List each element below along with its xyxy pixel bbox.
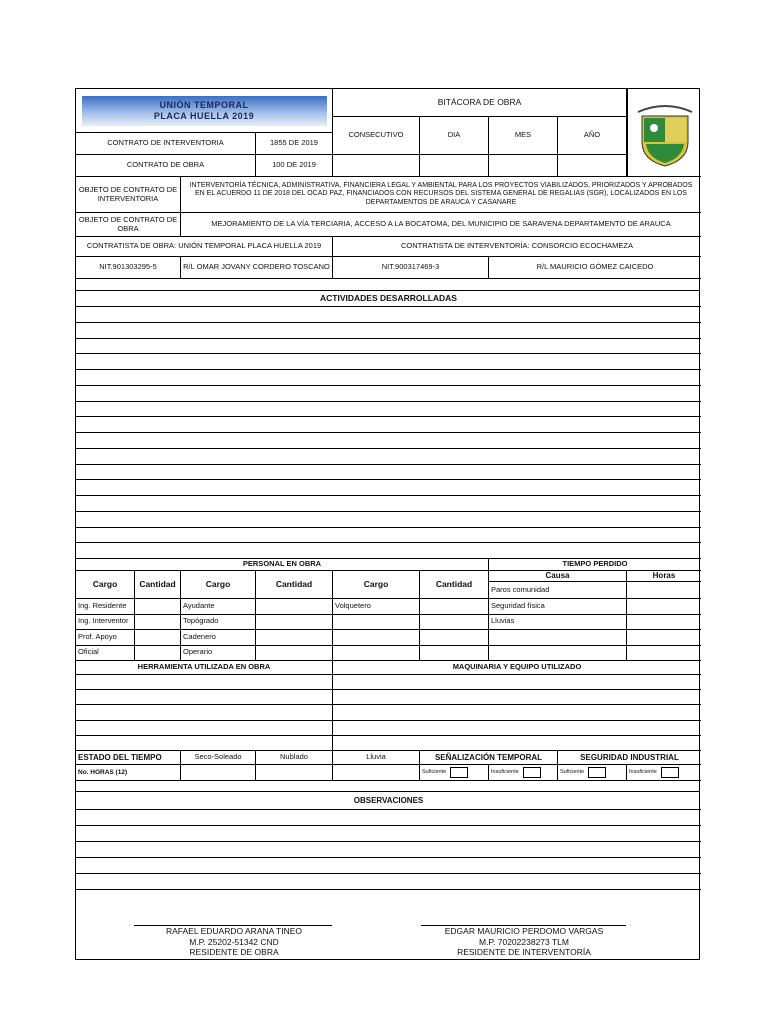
herramienta-row[interactable] — [76, 736, 333, 751]
actividad-row[interactable] — [76, 354, 701, 370]
senal-suficiente — [420, 765, 489, 781]
actividad-row[interactable] — [76, 465, 701, 481]
actividad-row[interactable] — [76, 512, 701, 528]
cargo-header-2: Cargo — [181, 571, 256, 599]
horas-item[interactable] — [627, 646, 701, 662]
blank-row — [76, 279, 699, 291]
personal-cargo-1: Oficial — [76, 646, 135, 662]
personal-cantidad-2[interactable] — [256, 599, 333, 615]
seg-suficiente-checkbox[interactable] — [588, 767, 606, 778]
consecutivo-field[interactable] — [333, 155, 420, 177]
herramienta-title: HERRAMIENTA UTILIZADA EN OBRA — [76, 661, 333, 675]
nublado-label: Nublado — [256, 751, 333, 765]
contrato-obra-value: 100 DE 2019 — [256, 155, 333, 177]
seco-soleado-label: Seco-Soleado — [181, 751, 256, 765]
dia-field[interactable] — [420, 155, 489, 177]
maquinaria-row[interactable] — [333, 690, 701, 705]
senal-insuficiente — [489, 765, 558, 781]
estado-tiempo-label: ESTADO DEL TIEMPO — [76, 751, 181, 765]
logo-line2: PLACA HUELLA 2019 — [153, 110, 255, 121]
mes-header: MES — [489, 117, 558, 155]
personal-cargo-3 — [333, 615, 420, 631]
logo-line1: UNIÓN TEMPORAL — [159, 100, 249, 111]
personal-cantidad-1[interactable] — [135, 630, 181, 646]
personal-cantidad-1[interactable] — [135, 599, 181, 615]
contratista-obra: CONTRATISTA DE OBRA: UNIÓN TEMPORAL PLACA HUELLA 2019 — [76, 237, 333, 257]
mes-field[interactable] — [489, 155, 558, 177]
senal-insuficiente-checkbox[interactable] — [523, 767, 541, 778]
seguridad-label: SEGURIDAD INDUSTRIAL — [558, 751, 701, 765]
actividad-row[interactable] — [76, 433, 701, 449]
observacion-row[interactable] — [76, 842, 701, 858]
personal-cargo-1: Ing. Residente — [76, 599, 135, 615]
personal-cantidad-1[interactable] — [135, 646, 181, 662]
lluvia-label: Lluvia — [333, 751, 420, 765]
municipal-crest — [627, 89, 701, 177]
personal-cantidad-3[interactable] — [420, 646, 489, 662]
senal-insuficiente-label: Insuficiente — [491, 769, 519, 776]
horas-item[interactable] — [627, 599, 701, 615]
left-mp: M.P. 25202-51342 CND — [189, 936, 279, 947]
horas-header: Horas — [627, 571, 701, 582]
bitacora-form — [75, 88, 700, 960]
personal-cargo-3 — [333, 630, 420, 646]
herramienta-row[interactable] — [76, 690, 333, 705]
cargo-header-1: Cargo — [76, 571, 135, 599]
personal-cargo-1: Ing. Interventor — [76, 615, 135, 631]
herramienta-row[interactable] — [76, 721, 333, 736]
seg-insuficiente-label: Insuficiente — [629, 769, 657, 776]
nit-obra: NIT.901303295-5 — [76, 257, 181, 279]
lluvia-horas-field[interactable] — [333, 765, 420, 781]
blank-row — [76, 781, 699, 792]
anio-field[interactable] — [558, 155, 627, 177]
personal-title: PERSONAL EN OBRA — [76, 559, 489, 571]
personal-cantidad-2[interactable] — [256, 615, 333, 631]
contrato-interventoria-label: CONTRATO DE INTERVENTORIA — [76, 133, 256, 155]
personal-cantidad-2[interactable] — [256, 630, 333, 646]
actividad-row[interactable] — [76, 543, 701, 559]
contratista-interventoria: CONTRATISTA DE INTERVENTORÍA: CONSORCIO ECOCHAMEZA — [333, 237, 701, 257]
seco-horas-field[interactable] — [181, 765, 256, 781]
rl-interventoria: R/L MAURICIO GÓMEZ CAICEDO — [489, 257, 701, 279]
cargo-header-3: Cargo — [333, 571, 420, 599]
observacion-row[interactable] — [76, 826, 701, 842]
causa-item: Lluvias — [489, 615, 627, 631]
seg-insuficiente-checkbox[interactable] — [661, 767, 679, 778]
personal-cargo-2: Topógrado — [181, 615, 256, 631]
senal-suficiente-checkbox[interactable] — [450, 767, 468, 778]
right-role: RESIDENTE DE INTERVENTORÍA — [457, 947, 591, 958]
cantidad-header-3: Cantidad — [420, 571, 489, 599]
actividad-row[interactable] — [76, 480, 701, 496]
personal-cantidad-3[interactable] — [420, 630, 489, 646]
observacion-row[interactable] — [76, 874, 701, 890]
maquinaria-row[interactable] — [333, 721, 701, 736]
seg-suficiente — [558, 765, 627, 781]
horas-label: No. HORAS (12) — [76, 765, 181, 781]
herramienta-row[interactable] — [76, 705, 333, 720]
maquinaria-title: MAQUINARIA Y EQUIPO UTILIZADO — [333, 661, 701, 675]
objeto-obra-text: MEJORAMIENTO DE LA VÍA TERCIARIA, ACCESO A LA BOCATOMA, DEL MUNICIPIO DE SARAVENA DEPARTAMENTO DE ARAUCA — [181, 213, 701, 237]
maquinaria-row[interactable] — [333, 736, 701, 751]
objeto-interventoria-text: INTERVENTORÍA TÉCNICA, ADMINISTRATIVA, FINANCIERA LEGAL Y AMBIENTAL PARA LOS PROYECTOS VIABILIZADOS, PRIORIZADOS Y APROBADOS EN EL ACUERDO 11 DE 2018 DEL OCAD PAZ, FINANCIADOS CON RECURSOS DEL SISTEMA GENERAL DE REGALIAS (SGR), LOCALIZADOS EN LOS DEPARTAMENTOS DE ARAUCA Y CASANARE — [181, 177, 701, 213]
causa-header: Causa — [489, 571, 627, 582]
personal-cargo-2: Operario — [181, 646, 256, 662]
observaciones-title: OBSERVACIONES — [76, 792, 701, 810]
personal-cargo-3 — [333, 646, 420, 662]
right-name: EDGAR MAURICIO PERDOMO VARGAS — [444, 926, 604, 936]
contrato-obra-label: CONTRATO DE OBRA — [76, 155, 256, 177]
personal-cargo-1: Prof. Apoyo — [76, 630, 135, 646]
actividad-row[interactable] — [76, 402, 701, 418]
objeto-interventoria-label: OBJETO DE CONTRATO DE INTERVENTORIA — [76, 177, 181, 213]
actividad-row[interactable] — [76, 496, 701, 512]
horas-item-0[interactable] — [627, 582, 701, 599]
maquinaria-row[interactable] — [333, 675, 701, 690]
personal-cantidad-1[interactable] — [135, 615, 181, 631]
herramienta-row[interactable] — [76, 675, 333, 690]
signature-left — [116, 926, 352, 958]
horas-item[interactable] — [627, 630, 701, 646]
personal-cargo-2: Cadenero — [181, 630, 256, 646]
dia-header: DIA — [420, 117, 489, 155]
anio-header: AÑO — [558, 117, 627, 155]
actividad-row[interactable] — [76, 386, 701, 402]
personal-cargo-3: Volquetero — [333, 599, 420, 615]
seg-insuficiente — [627, 765, 701, 781]
causa-item: Seguridad física — [489, 599, 627, 615]
actividad-row[interactable] — [76, 323, 701, 339]
contrato-interventoria-value: 1855 DE 2019 — [256, 133, 333, 155]
causa-item[interactable] — [489, 646, 627, 662]
senal-suficiente-label: Suficiente — [422, 769, 447, 776]
form-title: BITÁCORA DE OBRA — [333, 89, 627, 117]
actividades-title: ACTIVIDADES DESARROLLADAS — [76, 291, 701, 307]
actividad-row[interactable] — [76, 370, 701, 386]
personal-cantidad-2[interactable] — [256, 646, 333, 662]
objeto-obra-label: OBJETO DE CONTRATO DE OBRA — [76, 213, 181, 237]
actividad-row[interactable] — [76, 417, 701, 433]
seg-suficiente-label: Suficiente — [560, 769, 585, 776]
shield-icon — [634, 98, 696, 168]
senalizacion-label: SEÑALIZACIÓN TEMPORAL — [420, 751, 558, 765]
actividad-row[interactable] — [76, 307, 701, 323]
company-logo — [76, 89, 333, 133]
actividad-row[interactable] — [76, 449, 701, 465]
personal-cantidad-3[interactable] — [420, 599, 489, 615]
consecutivo-header: CONSECUTIVO — [333, 117, 420, 155]
personal-cargo-2: Ayudante — [181, 599, 256, 615]
right-mp: M.P. 70202238273 TLM — [479, 936, 569, 947]
left-name: RAFAEL EDUARDO ARANA TINEO — [165, 926, 303, 936]
personal-cantidad-3[interactable] — [420, 615, 489, 631]
maquinaria-row[interactable] — [333, 705, 701, 720]
observacion-row[interactable] — [76, 810, 701, 826]
nublado-horas-field[interactable] — [256, 765, 333, 781]
rl-obra: R/L OMAR JOVANY CORDERO TOSCANO — [181, 257, 333, 279]
causa-item-0: Paros comunidad — [489, 582, 627, 599]
cantidad-header-1: Cantidad — [135, 571, 181, 599]
actividad-row[interactable] — [76, 528, 701, 544]
tiempo-perdido-title: TIEMPO PERDIDO — [489, 559, 701, 571]
observacion-row[interactable] — [76, 858, 701, 874]
causa-item — [489, 630, 627, 646]
left-role: RESIDENTE DE OBRA — [189, 947, 279, 958]
horas-item[interactable] — [627, 615, 701, 631]
nit-interventoria: NIT.900317469-3 — [333, 257, 489, 279]
signature-right — [406, 926, 642, 958]
actividad-row[interactable] — [76, 339, 701, 355]
cantidad-header-2: Cantidad — [256, 571, 333, 599]
